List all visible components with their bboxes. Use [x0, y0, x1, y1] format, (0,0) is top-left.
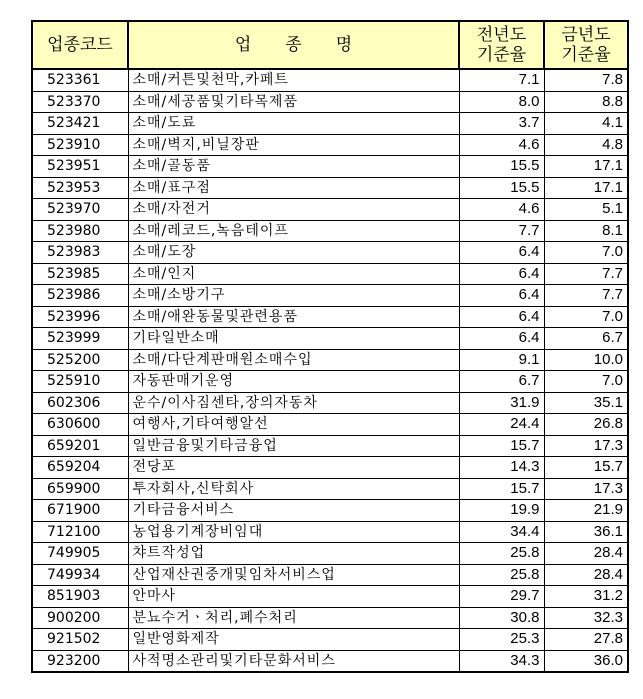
curr-rate-cell: 36.0 [544, 650, 628, 672]
industry-code-cell: 523361 [32, 69, 128, 91]
header-prev-line2: 기준율 [476, 45, 527, 65]
industry-code-cell: 602306 [32, 392, 128, 414]
prev-rate-cell: 25.3 [459, 629, 544, 651]
curr-rate-cell: 6.7 [544, 328, 628, 350]
curr-rate-cell: 26.8 [544, 414, 628, 436]
table-row [32, 199, 628, 221]
prev-rate-cell: 34.4 [459, 521, 544, 543]
prev-rate-cell: 31.9 [459, 392, 544, 414]
industry-code-cell: 671900 [32, 500, 128, 522]
industry-code-cell: 523980 [32, 220, 128, 242]
industry-name-cell: 일반금융및기타금융업 [128, 435, 459, 457]
prev-rate-cell: 25.8 [459, 543, 544, 565]
industry-name-cell: 분뇨수거ㆍ처리,폐수처리 [128, 607, 459, 629]
industry-name-cell: 여행사,기타여행알선 [128, 414, 459, 436]
header-curr-line1: 금년도 [561, 25, 611, 45]
industry-name-cell: 산업재산권중개및임차서비스업 [128, 564, 459, 586]
curr-rate-cell: 27.8 [544, 629, 628, 651]
curr-rate-cell: 31.2 [544, 586, 628, 608]
prev-rate-cell: 24.4 [459, 414, 544, 436]
curr-rate-cell: 7.8 [544, 69, 628, 91]
industry-name-cell: 일반영화제작 [128, 629, 459, 651]
curr-rate-cell: 7.7 [544, 285, 628, 307]
prev-rate-cell: 30.8 [459, 607, 544, 629]
industry-name-cell: 운수/이사짐센타,장의자동차 [128, 392, 459, 414]
industry-code-cell: 523951 [32, 156, 128, 178]
curr-rate-cell: 17.3 [544, 478, 628, 500]
industry-code-cell: 659201 [32, 435, 128, 457]
prev-rate-cell: 9.1 [459, 349, 544, 371]
industry-name-cell: 농업용기계장비임대 [128, 521, 459, 543]
header-curr-rate [544, 21, 628, 69]
table-row [32, 392, 628, 414]
industry-code-cell: 523910 [32, 134, 128, 156]
prev-rate-cell: 4.6 [459, 134, 544, 156]
curr-rate-cell: 7.7 [544, 263, 628, 285]
industry-name-cell: 사적명소관리및기타문화서비스 [128, 650, 459, 672]
industry-name-cell: 소매/골동품 [128, 156, 459, 178]
table-row [32, 242, 628, 264]
table-row [32, 328, 628, 350]
industry-name-cell: 소매/커튼및천막,카페트 [128, 69, 459, 91]
table-row [32, 306, 628, 328]
prev-rate-cell: 15.5 [459, 177, 544, 199]
curr-rate-cell: 8.8 [544, 91, 628, 113]
industry-name-cell: 소매/세공품및기타목제품 [128, 91, 459, 113]
industry-name-cell: 소매/다단계판매원소매수입 [128, 349, 459, 371]
curr-rate-cell: 17.3 [544, 435, 628, 457]
header-name: 업종명 [128, 21, 459, 69]
industry-code-cell: 523986 [32, 285, 128, 307]
header-curr-line2: 기준율 [561, 45, 611, 65]
industry-code-cell: 921502 [32, 629, 128, 651]
table-row [32, 586, 628, 608]
prev-rate-cell: 6.7 [459, 371, 544, 393]
industry-code-cell: 523985 [32, 263, 128, 285]
industry-code-cell: 523983 [32, 242, 128, 264]
curr-rate-cell: 35.1 [544, 392, 628, 414]
industry-name-cell: 소매/애완동물및관련용품 [128, 306, 459, 328]
header-prev-line1: 전년도 [476, 25, 527, 45]
industry-code-cell: 523999 [32, 328, 128, 350]
table-row [32, 500, 628, 522]
curr-rate-cell: 28.4 [544, 543, 628, 565]
curr-rate-cell: 28.4 [544, 564, 628, 586]
prev-rate-cell: 15.7 [459, 435, 544, 457]
industry-name-cell: 소매/레코드,녹음테이프 [128, 220, 459, 242]
curr-rate-cell: 4.8 [544, 134, 628, 156]
industry-code-cell: 749934 [32, 564, 128, 586]
header-code: 업종코드 [32, 21, 128, 69]
curr-rate-cell: 17.1 [544, 156, 628, 178]
industry-code-cell: 659900 [32, 478, 128, 500]
table-row [32, 543, 628, 565]
table-row [32, 414, 628, 436]
curr-rate-cell: 32.3 [544, 607, 628, 629]
prev-rate-cell: 25.8 [459, 564, 544, 586]
prev-rate-cell: 6.4 [459, 306, 544, 328]
industry-name-cell: 기타금융서비스 [128, 500, 459, 522]
table-row [32, 91, 628, 113]
prev-rate-cell: 6.4 [459, 328, 544, 350]
industry-code-cell: 712100 [32, 521, 128, 543]
curr-rate-cell: 8.1 [544, 220, 628, 242]
industry-name-cell: 소매/인지 [128, 263, 459, 285]
table-row [32, 177, 628, 199]
table-row [32, 435, 628, 457]
table-row [32, 285, 628, 307]
table-row [32, 134, 628, 156]
rate-table [31, 20, 629, 673]
table-row [32, 156, 628, 178]
curr-rate-cell: 36.1 [544, 521, 628, 543]
table-row [32, 69, 628, 91]
curr-rate-cell: 7.0 [544, 242, 628, 264]
industry-code-cell: 523953 [32, 177, 128, 199]
industry-name-cell: 안마사 [128, 586, 459, 608]
prev-rate-cell: 6.4 [459, 242, 544, 264]
curr-rate-cell: 5.1 [544, 199, 628, 221]
prev-rate-cell: 6.4 [459, 263, 544, 285]
prev-rate-cell: 3.7 [459, 113, 544, 135]
industry-code-cell: 923200 [32, 650, 128, 672]
prev-rate-cell: 8.0 [459, 91, 544, 113]
table-row [32, 564, 628, 586]
industry-code-cell: 523970 [32, 199, 128, 221]
table-row [32, 349, 628, 371]
prev-rate-cell: 4.6 [459, 199, 544, 221]
industry-code-cell: 525910 [32, 371, 128, 393]
table-row [32, 371, 628, 393]
industry-name-cell: 소매/자전거 [128, 199, 459, 221]
table-body [32, 69, 628, 672]
industry-code-cell: 851903 [32, 586, 128, 608]
prev-rate-cell: 34.3 [459, 650, 544, 672]
table-row [32, 478, 628, 500]
industry-name-cell: 소매/표구점 [128, 177, 459, 199]
industry-code-cell: 525200 [32, 349, 128, 371]
prev-rate-cell: 15.5 [459, 156, 544, 178]
curr-rate-cell: 10.0 [544, 349, 628, 371]
industry-name-cell: 소매/벽지,비닐장판 [128, 134, 459, 156]
industry-code-cell: 523370 [32, 91, 128, 113]
industry-code-cell: 659204 [32, 457, 128, 479]
industry-name-cell: 소매/도료 [128, 113, 459, 135]
table-row [32, 263, 628, 285]
table-row [32, 607, 628, 629]
industry-name-cell: 챠트작성업 [128, 543, 459, 565]
industry-code-cell: 523421 [32, 113, 128, 135]
industry-code-cell: 900200 [32, 607, 128, 629]
table-row [32, 629, 628, 651]
header-prev-rate [459, 21, 544, 69]
table-row [32, 220, 628, 242]
prev-rate-cell: 29.7 [459, 586, 544, 608]
prev-rate-cell: 7.7 [459, 220, 544, 242]
industry-code-cell: 749905 [32, 543, 128, 565]
industry-name-cell: 소매/소방기구 [128, 285, 459, 307]
prev-rate-cell: 14.3 [459, 457, 544, 479]
curr-rate-cell: 17.1 [544, 177, 628, 199]
table-row [32, 113, 628, 135]
prev-rate-cell: 19.9 [459, 500, 544, 522]
industry-name-cell: 자동판매기운영 [128, 371, 459, 393]
prev-rate-cell: 15.7 [459, 478, 544, 500]
industry-name-cell: 투자회사,신탁회사 [128, 478, 459, 500]
curr-rate-cell: 4.1 [544, 113, 628, 135]
industry-code-cell: 630600 [32, 414, 128, 436]
industry-name-cell: 소매/도장 [128, 242, 459, 264]
prev-rate-cell: 7.1 [459, 69, 544, 91]
curr-rate-cell: 7.0 [544, 371, 628, 393]
table-row [32, 650, 628, 672]
table-row [32, 457, 628, 479]
industry-name-cell: 기타일반소매 [128, 328, 459, 350]
curr-rate-cell: 7.0 [544, 306, 628, 328]
table-row [32, 521, 628, 543]
curr-rate-cell: 15.7 [544, 457, 628, 479]
prev-rate-cell: 6.4 [459, 285, 544, 307]
header-row [32, 21, 628, 69]
industry-name-cell: 전당포 [128, 457, 459, 479]
industry-code-cell: 523996 [32, 306, 128, 328]
curr-rate-cell: 21.9 [544, 500, 628, 522]
